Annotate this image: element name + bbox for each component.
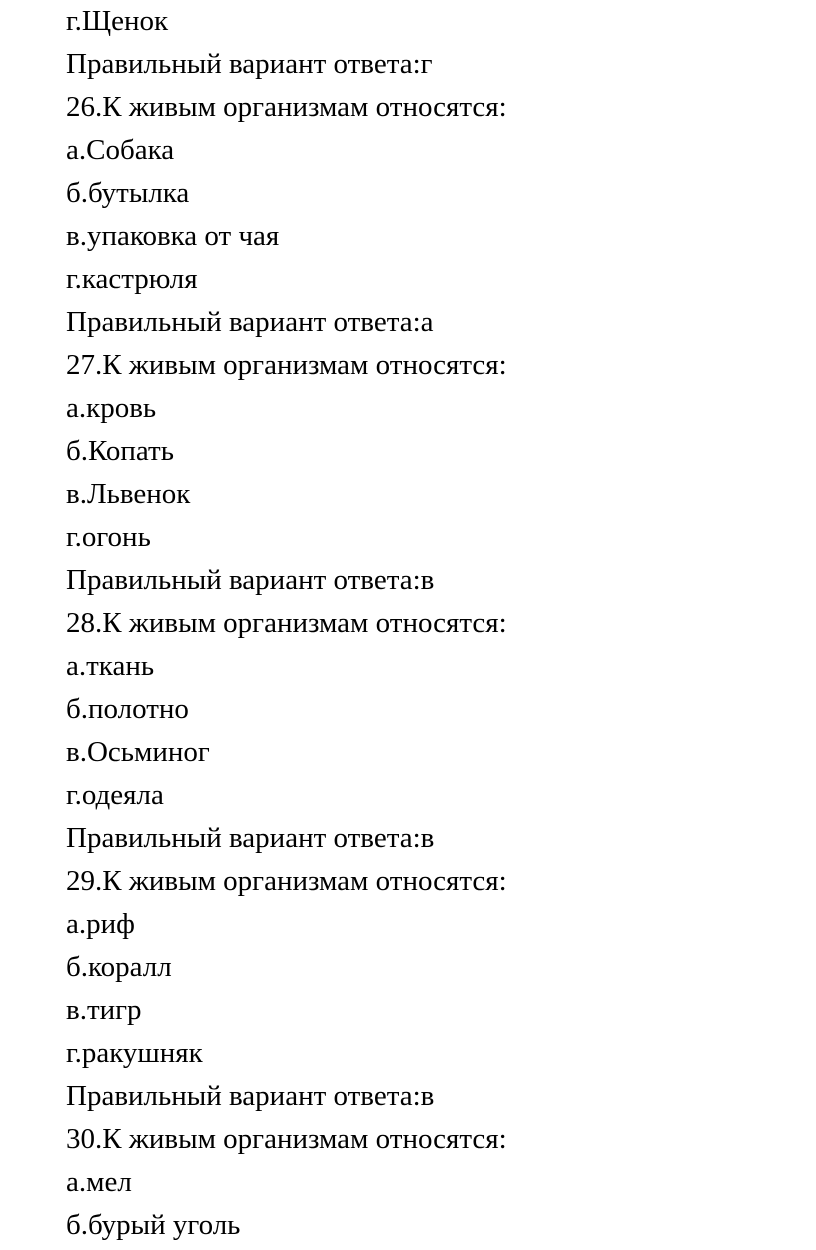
answer-line: Правильный вариант ответа:г (66, 48, 433, 80)
question-line: 30.К живым организмам относятся: (66, 1123, 507, 1155)
question-line: 29.К живым организмам относятся: (66, 865, 507, 897)
option-line: а.риф (66, 908, 135, 940)
option-line: а.кровь (66, 392, 157, 424)
option-line: г.одеяла (66, 779, 164, 811)
question-line: 27.К живым организмам относятся: (66, 349, 507, 381)
option-line: б.бутылка (66, 177, 190, 209)
answer-line: Правильный вариант ответа:а (66, 306, 434, 338)
option-line: в.тигр (66, 994, 142, 1026)
option-line: г.огонь (66, 521, 151, 553)
answer-line: Правильный вариант ответа:в (66, 822, 435, 854)
option-line: в.Львенок (66, 478, 191, 510)
option-line: г.Щенок (66, 5, 169, 37)
question-line: 26.К живым организмам относятся: (66, 91, 507, 123)
answer-line: Правильный вариант ответа:в (66, 1080, 435, 1112)
option-line: г.кастрюля (66, 263, 198, 295)
option-line: б.бурый уголь (66, 1209, 241, 1241)
option-line: в.упаковка от чая (66, 220, 280, 252)
option-line: г.ракушняк (66, 1037, 203, 1069)
option-line: а.ткань (66, 650, 155, 682)
answer-line: Правильный вариант ответа:в (66, 564, 435, 596)
option-line: б.полотно (66, 693, 189, 725)
option-line: а.мел (66, 1166, 132, 1198)
document-text (66, 0, 507, 1247)
option-line: в.Осьминог (66, 736, 210, 768)
option-line: а.Собака (66, 134, 175, 166)
question-line: 28.К живым организмам относятся: (66, 607, 507, 639)
option-line: б.Копать (66, 435, 174, 467)
option-line: б.коралл (66, 951, 172, 983)
